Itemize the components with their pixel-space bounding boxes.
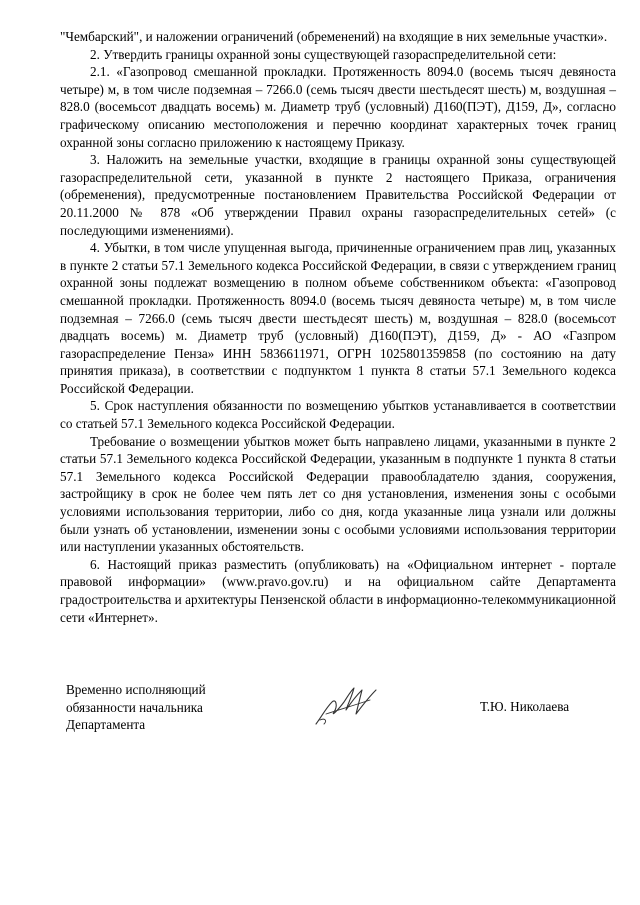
paragraph-continuation: "Чембарский", и наложении ограничений (обременений) на входящие в них земельные участки». — [60, 29, 608, 44]
paragraph-item-6: 6. Настоящий приказ разместить (опубликовать) на «Официальном интернет - портале правовой информации» (www.pravo.gov.ru) и на официальном сайте Департамента градостроительства и архитектуры Пензенской области в информационно-телекоммуникационной сети «Интернет». — [60, 556, 616, 625]
paragraph-item-5: 5. Срок наступления обязанности по возмещению убытков устанавливается в соответствии со статьей 57.1 Земельного кодекса Российской Федерации. — [60, 398, 616, 432]
position-line: обязанности начальника — [66, 699, 203, 715]
paragraph-item-2: 2. Утвердить границы охранной зоны существующей газораспределительной сети: — [90, 46, 557, 62]
document-body — [60, 28, 616, 626]
paragraph-item-3: 3. Наложить на земельные участки, входящие в границы охранной зоны существующей газораспределительной сети, указанной в пункте 2 настоящего Приказа, ограничения (обременения), предусмотренные постановлением Правительства Российской Федерации от 20.11.2000 № 878 «Об утверждении Правил охраны газораспределительных сетей» (с последующими изменениями). — [60, 152, 616, 238]
signer-name: Т.Ю. Николаева — [480, 699, 570, 714]
paragraph-item-4: 4. Убытки, в том числе упущенная выгода, причиненные ограничением прав лиц, указанных в пункте 2 статьи 57.1 Земельного кодекса Российской Федерации, в связи с утверждением границ охранной зоны подлежат возмещению в полном объеме собственником объекта: «Газопровод смешанной прокладки. Протяженность 8094.0 (восемь тысяч девяноста четыре) м, в том числе подземная – 7266.0 (семь тысяч двести шестьдесят шесть) м, воздушная – 828.0 (восемьсот двадцать восемь) м. Диаметр труб (условный) Д160(ПЭТ), Д159, Д» - АО «Газпром газораспределение Пенза» ИНН 5836611971, ОГРН 1025801359858 (по состоянию на дату принятия приказа), в соответствии с подпунктом 1 пункта 8 статьи 57.1 Земельного кодекса Российской Федерации. — [60, 240, 616, 396]
paragraph-item-2-1: 2.1. «Газопровод смешанной прокладки. Протяженность 8094.0 (восемь тысяч девяноста четыре) м, в том числе подземная – 7266.0 (семь тысяч двести шестьдесят шесть) м, воздушная – 828.0 (восемьсот двадцать восемь) м. Диаметр труб (условный) Д160(ПЭТ), Д159, Д», согласно графическому описанию местоположения и перечню координат характерных точек границ охранной зоны согласно приложению к настоящему Приказу. — [60, 64, 616, 150]
position-line: Департамента — [66, 717, 146, 733]
paragraph-damages-claim: Требование о возмещении убытков может быть направлено лицами, указанными в пункте 2 статьи 57.1 Земельного кодекса Российской Федерации, указанным в подпункте 1 пункта 8 статьи 57.1 Земельного кодекса Российской Федерации правообладателю здания, сооружения, застройщику в срок не более чем пять лет со дня установления, изменения зоны с особыми условиями использования территории, либо со дня, когда указанные лица узнали или должны были узнать об установлении, изменении зоны с особыми условиями использования территории или наступлении указанных обстоятельств. — [60, 433, 616, 555]
position-line: Временно исполняющий — [66, 682, 206, 697]
signatory-position — [66, 681, 206, 734]
handwritten-signature — [312, 680, 384, 730]
